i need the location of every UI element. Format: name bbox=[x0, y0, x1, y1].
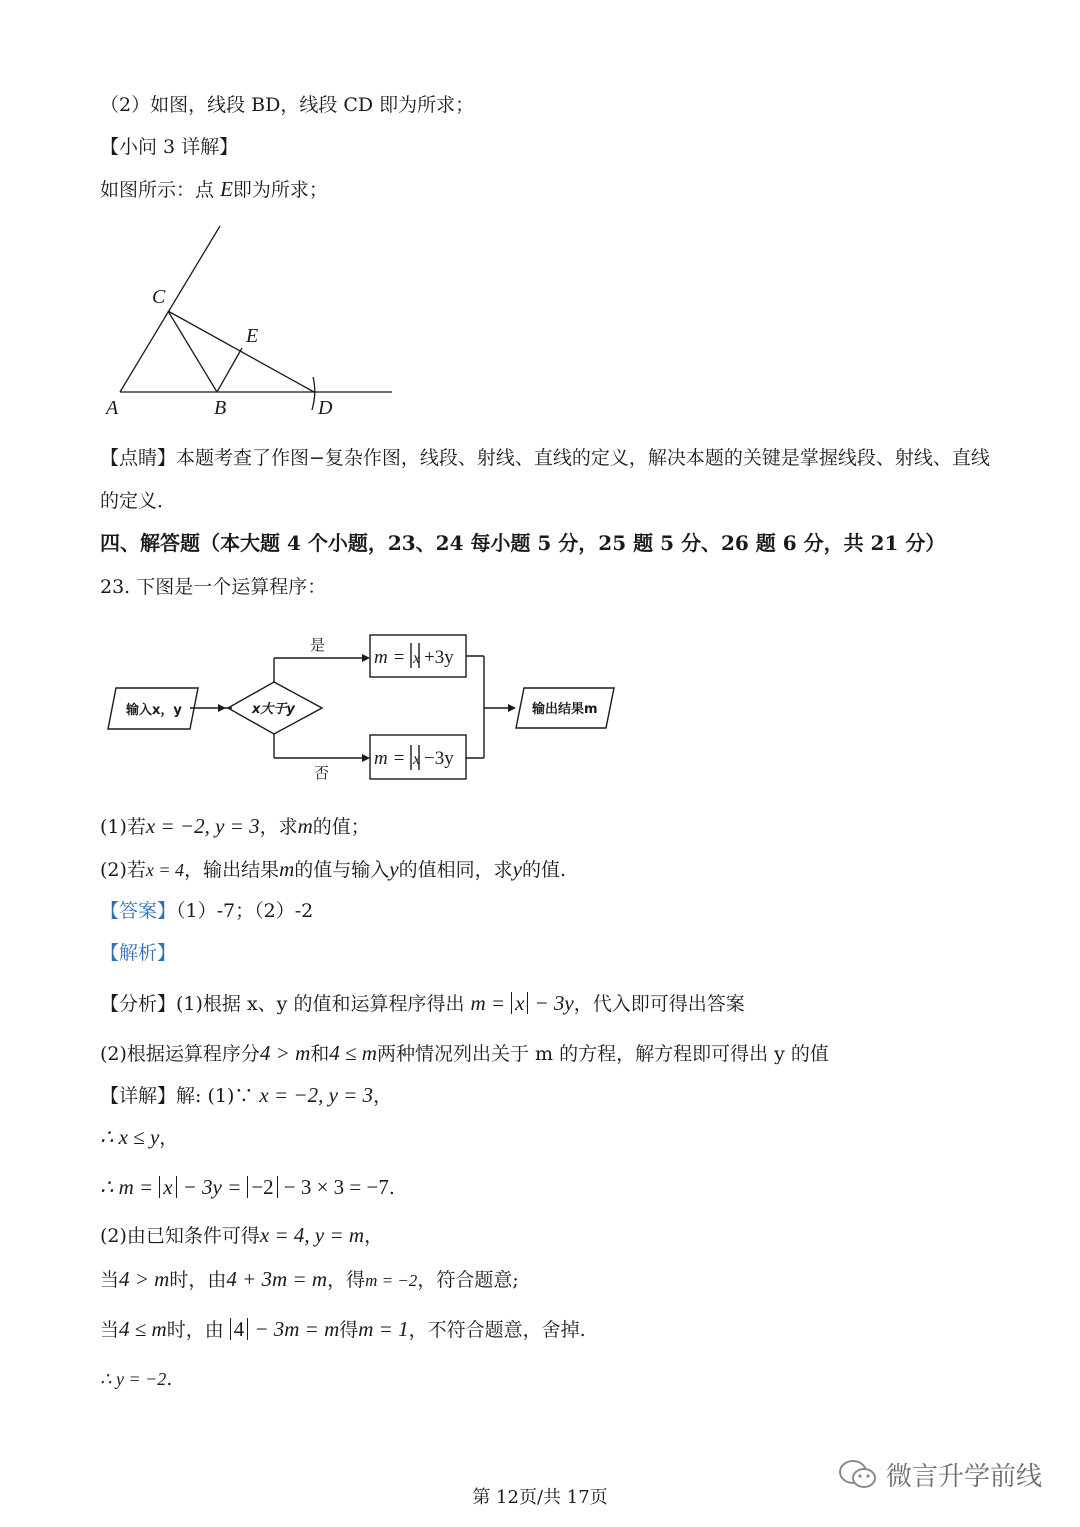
step-1: ∴ x ≤ y， bbox=[100, 1125, 179, 1149]
yes-formula-x: x bbox=[413, 650, 421, 667]
q3-heading: 【小问 3 详解】 bbox=[100, 136, 239, 158]
input-label: 输入x，y bbox=[126, 703, 182, 718]
watermark bbox=[838, 1456, 1042, 1493]
case-1: 当4 > m时，由4 + 3m = m，得m = −2，符合题意; bbox=[100, 1267, 519, 1291]
part2-given: (2)由已知条件可得x = 4, y = m， bbox=[100, 1223, 384, 1247]
fenxi-line-2: (2)根据运算程序分4 > m和4 ≤ m两种情况列出关于 m 的方程，解方程即可得出 y 的值 bbox=[100, 1041, 829, 1065]
step-2: ∴ m = x − 3y = −2 − 3 × 3 = −7. bbox=[100, 1175, 395, 1199]
q23-intro: 23. 下图是一个运算程序： bbox=[100, 576, 327, 598]
answer-line: 【答案】（1）-7；（2）-2 bbox=[100, 900, 314, 922]
no-formula-m: m = bbox=[374, 748, 406, 769]
part2-text: （2）如图，线段 BD，线段 CD 即为所求； bbox=[100, 94, 475, 116]
final-answer: ∴ y = −2. bbox=[100, 1368, 173, 1390]
q23-part2: (2)若x = 4，输出结果m的值与输入y的值相同，求y的值. bbox=[100, 857, 566, 881]
answer-tag: 【答案】 bbox=[100, 900, 177, 922]
condition-label: x大于y bbox=[252, 702, 295, 717]
yes-formula-m: m = bbox=[374, 647, 406, 668]
comment-line-2: 的定义． bbox=[100, 490, 177, 512]
label-B: B bbox=[214, 397, 227, 419]
case-2: 当4 ≤ m时，由 4 − 3m = m得m = 1，不符合题意，舍掉. bbox=[100, 1317, 586, 1341]
no-formula-x: x bbox=[413, 751, 421, 768]
label-D: D bbox=[318, 397, 333, 419]
comment-line-1: 【点睛】本题考查了作图−复杂作图，线段、射线、直线的定义，解决本题的关键是掌握线段、射线、直线 bbox=[100, 447, 990, 469]
label-C: C bbox=[152, 286, 166, 308]
label-E: E bbox=[246, 325, 259, 347]
label-A: A bbox=[106, 397, 119, 419]
yes-formula-rest: +3y bbox=[424, 647, 454, 668]
output-label: 输出结果m bbox=[532, 702, 598, 717]
q3-text: 如图所示：点 E即为所求； bbox=[100, 177, 328, 201]
yes-label: 是 bbox=[310, 636, 326, 654]
wechat-icon bbox=[838, 1458, 878, 1492]
page-footer: 第 12页/共 17页 bbox=[472, 1487, 608, 1508]
section-title: 四、解答题（本大题 4 个小题，23、24 每小题 5 分，25 题 5 分、26 题 6 分，共 21 分） bbox=[100, 531, 946, 555]
no-formula-rest: −3y bbox=[424, 748, 454, 769]
fenxi-line-1: 【分析】(1)根据 x、y 的值和运算程序得出 m = x − 3y，代入即可得出答案 bbox=[100, 991, 745, 1015]
q23-part1: (1)若x = −2, y = 3，求m的值； bbox=[100, 814, 370, 838]
detail-line: 【详解】解: (1)∵ x = −2, y = 3， bbox=[100, 1083, 393, 1107]
no-label: 否 bbox=[314, 764, 330, 782]
analysis-tag: 【解析】 bbox=[100, 942, 177, 964]
watermark-text: 微言升学前线 bbox=[886, 1462, 1043, 1492]
